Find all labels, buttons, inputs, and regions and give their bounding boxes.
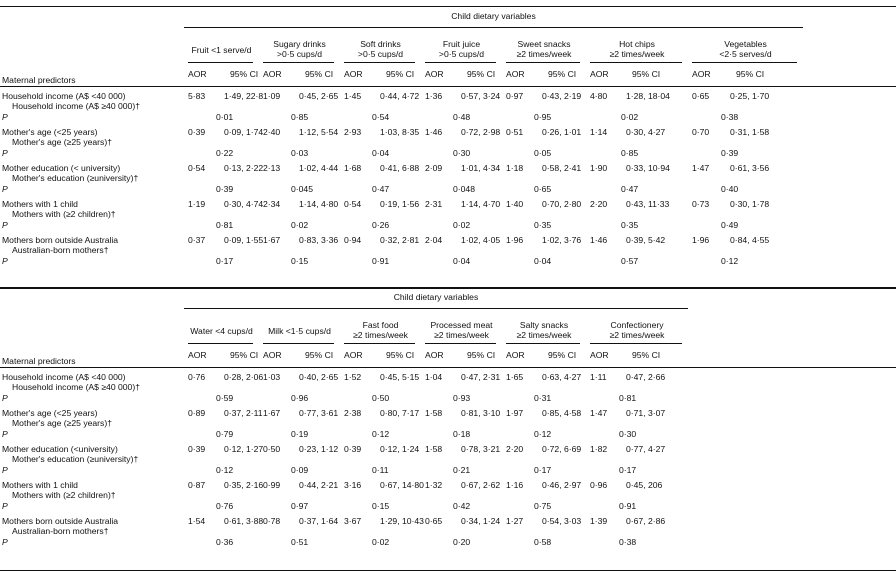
p-value: 0·17 — [619, 465, 637, 475]
group-header: Sweet snacks — [517, 39, 571, 49]
ci-header: 95% CI — [548, 350, 577, 360]
ci-header: 95% CI — [230, 350, 259, 360]
ci-value: 1·02, 4·44 — [299, 163, 339, 173]
p-label: P — [2, 537, 8, 547]
aor-value: 1·47 — [590, 408, 608, 418]
ci-value: 0·71, 3·07 — [626, 408, 666, 418]
aor-value: 0·39 — [344, 444, 362, 454]
predictor-label: Mothers born outside Australia — [2, 516, 119, 526]
aor-value: 1·14 — [590, 127, 608, 137]
group-header-sub: ≥2 times/week — [516, 49, 572, 59]
ci-value: 0·23, 1·12 — [299, 444, 339, 454]
ci-value: 0·78, 3·21 — [461, 444, 501, 454]
predictor-label: Mother education (< university) — [2, 163, 121, 173]
predictor-label: Mothers born outside Australia — [2, 235, 119, 245]
aor-value: 0·65 — [425, 516, 443, 526]
p-value: 0·01 — [216, 112, 234, 122]
aor-header: AOR — [506, 350, 525, 360]
p-value: 0·11 — [372, 465, 389, 475]
p-value: 0·22 — [216, 148, 234, 158]
ci-value: 0·26, 1·01 — [542, 127, 582, 137]
header-rule — [0, 367, 896, 368]
ci-value: 0·25, 1·70 — [730, 91, 770, 101]
p-value: 0·02 — [372, 537, 390, 547]
p-value: 0·09 — [291, 465, 309, 475]
group-header: Sugary drinks — [273, 39, 326, 49]
aor-header: AOR — [590, 69, 609, 79]
aor-header: AOR — [506, 69, 525, 79]
aor-value: 1·82 — [590, 444, 608, 454]
aor-value: 1·58 — [425, 444, 443, 454]
p-label: P — [2, 220, 8, 230]
table-1 — [0, 6, 896, 289]
group-header: Salty snacks — [519, 320, 569, 330]
aor-value: 1·19 — [188, 199, 206, 209]
p-value: 0·65 — [534, 184, 552, 194]
ci-value: 0·32, 2·81 — [380, 235, 420, 245]
aor-value: 1·36 — [425, 91, 443, 101]
group-header-sub: >0·5 cups/d — [357, 49, 404, 59]
ci-value: 0·70, 2·80 — [542, 199, 582, 209]
aor-header: AOR — [188, 69, 207, 79]
ci-value: 0·57, 3·24 — [461, 91, 501, 101]
ci-header: 95% CI — [632, 350, 661, 360]
p-value: 0·18 — [453, 429, 471, 439]
p-value: 0·19 — [291, 429, 309, 439]
p-value: 0·12 — [372, 429, 390, 439]
ci-value: 1·12, 5·54 — [299, 127, 339, 137]
group-rule — [425, 62, 496, 63]
p-value: 0·36 — [216, 537, 234, 547]
aor-value: 0·87 — [188, 480, 206, 490]
aor-header: AOR — [344, 350, 363, 360]
aor-value: 1·90 — [590, 163, 608, 173]
p-value: 0·79 — [216, 429, 234, 439]
p-value: 0·81 — [619, 393, 637, 403]
ci-value: 0·85, 4·58 — [542, 408, 582, 418]
ci-value: 0·67, 2·62 — [461, 480, 501, 490]
predictor-header: Maternal predictors — [2, 75, 76, 85]
aor-header: AOR — [188, 350, 207, 360]
predictor-header: Maternal predictors — [2, 356, 76, 366]
reference-label: Mother's education (≥university)† — [12, 454, 139, 464]
p-value: 0·04 — [453, 256, 471, 266]
ci-value: 0·44, 2·21 — [299, 480, 339, 490]
p-value: 0·30 — [453, 148, 471, 158]
predictor-label: Mothers with 1 child — [2, 199, 78, 209]
aor-value: 0·54 — [344, 199, 362, 209]
p-value: 0·50 — [372, 393, 390, 403]
spanner-title: Child dietary variables — [393, 292, 479, 302]
aor-header: AOR — [263, 69, 282, 79]
ci-value: 0·61, 3·88 — [224, 516, 264, 526]
ci-value: 0·35, 2·16 — [224, 480, 264, 490]
ci-value: 0·09, 1·74 — [224, 127, 264, 137]
aor-value: 1·52 — [344, 372, 362, 382]
aor-value: 2·38 — [344, 408, 362, 418]
aor-value: 1·11 — [590, 372, 607, 382]
ci-header: 95% CI — [736, 69, 765, 79]
predictor-label: Mother education (<university) — [2, 444, 118, 454]
table-top-rule — [0, 287, 896, 288]
p-value: 0·12 — [721, 256, 739, 266]
p-value: 0·48 — [453, 112, 471, 122]
aor-value: 0·39 — [188, 127, 206, 137]
group-rule — [188, 62, 253, 63]
p-value: 0·05 — [534, 148, 552, 158]
ci-value: 0·63, 4·27 — [542, 372, 582, 382]
aor-value: 1·67 — [263, 408, 281, 418]
aor-value: 1·58 — [425, 408, 443, 418]
p-value: 0·54 — [372, 112, 390, 122]
table-top-rule — [0, 6, 896, 7]
ci-header: 95% CI — [386, 350, 415, 360]
p-value: 0·30 — [619, 429, 637, 439]
p-value: 0·58 — [534, 537, 552, 547]
ci-value: 0·45, 2·65 — [299, 91, 339, 101]
aor-value: 0·70 — [692, 127, 710, 137]
group-rule — [263, 343, 334, 344]
p-value: 0·39 — [216, 184, 234, 194]
p-value: 0·49 — [721, 220, 739, 230]
ci-header: 95% CI — [467, 69, 496, 79]
aor-value: 0·51 — [506, 127, 524, 137]
header-rule — [0, 86, 896, 87]
reference-label: Australian-born mothers† — [12, 526, 109, 536]
aor-value: 2·09 — [425, 163, 443, 173]
spanner-title: Child dietary variables — [451, 11, 536, 21]
ci-value: 0·12, 1·24 — [380, 444, 420, 454]
ci-value: 0·81, 3·10 — [461, 408, 501, 418]
aor-value: 0·76 — [188, 372, 206, 382]
p-value: 0·59 — [216, 393, 234, 403]
aor-header: AOR — [590, 350, 609, 360]
aor-value: 2·40 — [263, 127, 281, 137]
ci-value: 0·12, 1·27 — [224, 444, 264, 454]
aor-value: 0·78 — [263, 516, 281, 526]
aor-value: 5·83 — [188, 91, 206, 101]
ci-value: 0·58, 2·41 — [542, 163, 582, 173]
group-header-sub: ≥2 times/week — [609, 330, 665, 340]
aor-value: 4·80 — [590, 91, 608, 101]
aor-value: 1·65 — [506, 372, 524, 382]
p-label: P — [2, 148, 8, 158]
aor-value: 0·37 — [188, 235, 206, 245]
aor-header: AOR — [425, 69, 444, 79]
ci-value: 0·67, 14·80 — [380, 480, 424, 490]
ci-value: 0·72, 2·98 — [461, 127, 501, 137]
p-value: 0·02 — [291, 220, 309, 230]
p-value: 0·47 — [372, 184, 390, 194]
aor-value: 1·46 — [590, 235, 608, 245]
aor-value: 1·97 — [506, 408, 524, 418]
group-header: Soft drinks — [360, 39, 401, 49]
group-header: Fruit <1 serve/d — [191, 45, 252, 55]
p-value: 0·51 — [291, 537, 309, 547]
ci-value: 0·77, 4·27 — [626, 444, 666, 454]
p-value: 0·35 — [534, 220, 552, 230]
ci-value: 0·39, 5·42 — [626, 235, 666, 245]
group-rule — [590, 343, 682, 344]
p-value: 0·04 — [372, 148, 390, 158]
ci-value: 0·34, 1·24 — [461, 516, 501, 526]
aor-value: 0·50 — [263, 444, 281, 454]
ci-value: 0·80, 7·17 — [380, 408, 420, 418]
aor-value: 1·40 — [506, 199, 524, 209]
aor-value: 0·39 — [188, 444, 206, 454]
ci-value: 0·54, 3·03 — [542, 516, 582, 526]
aor-value: 1·54 — [188, 516, 206, 526]
p-value: 0·57 — [621, 256, 639, 266]
group-header: Processed meat — [430, 320, 493, 330]
ci-value: 1·49, 22·8 — [224, 91, 264, 101]
aor-value: 1·32 — [425, 480, 443, 490]
aor-value: 1·68 — [344, 163, 362, 173]
p-value: 0·31 — [534, 393, 552, 403]
spanner-rule — [184, 308, 688, 309]
ci-value: 0·47, 2·31 — [461, 372, 501, 382]
ci-value: 0·33, 10·94 — [626, 163, 670, 173]
group-rule — [344, 343, 415, 344]
p-value: 0·26 — [372, 220, 390, 230]
aor-value: 0·54 — [188, 163, 206, 173]
aor-value: 2·93 — [344, 127, 362, 137]
group-rule — [188, 343, 253, 344]
ci-header: 95% CI — [386, 69, 415, 79]
predictor-label: Household income (A$ <40 000) — [2, 372, 126, 382]
p-value: 0·12 — [534, 429, 552, 439]
p-label: P — [2, 112, 8, 122]
group-header: Hot chips — [619, 39, 655, 49]
p-value: 0·40 — [721, 184, 739, 194]
p-label: P — [2, 393, 8, 403]
ci-value: 0·40, 2·65 — [299, 372, 339, 382]
ci-value: 0·41, 6·88 — [380, 163, 420, 173]
predictor-label: Mother's age (<25 years) — [2, 408, 98, 418]
p-value: 0·76 — [216, 501, 234, 511]
aor-value: 1·45 — [344, 91, 362, 101]
group-rule — [692, 62, 797, 63]
p-value: 0·38 — [619, 537, 637, 547]
group-rule — [506, 343, 580, 344]
ci-value: 0·28, 2·06 — [224, 372, 264, 382]
group-header: Fast food — [362, 320, 399, 330]
aor-value: 1·47 — [692, 163, 710, 173]
p-value: 0·15 — [372, 501, 390, 511]
ci-header: 95% CI — [230, 69, 259, 79]
reference-label: Mothers with (≥2 children)† — [12, 209, 116, 219]
p-label: P — [2, 429, 8, 439]
aor-value: 0·89 — [188, 408, 206, 418]
ci-value: 0·45, 206 — [626, 480, 663, 490]
ci-header: 95% CI — [305, 69, 334, 79]
table-2 — [0, 287, 896, 570]
ci-header: 95% CI — [467, 350, 496, 360]
p-value: 0·12 — [216, 465, 234, 475]
p-value: 0·91 — [619, 501, 637, 511]
p-value: 0·21 — [453, 465, 471, 475]
predictor-label: Household income (A$ <40 000) — [2, 91, 126, 101]
ci-value: 0·37, 1·64 — [299, 516, 339, 526]
aor-value: 3·67 — [344, 516, 362, 526]
p-value: 0·35 — [621, 220, 639, 230]
p-value: 0·048 — [453, 184, 475, 194]
group-header: Milk <1·5 cups/d — [268, 326, 331, 336]
ci-value: 0·43, 11·33 — [626, 199, 670, 209]
aor-value: 0·65 — [692, 91, 710, 101]
aor-value: 2·20 — [506, 444, 524, 454]
ci-value: 1·14, 4·80 — [299, 199, 339, 209]
group-header-sub: ≥2 times/week — [353, 330, 408, 340]
spanner-rule — [184, 27, 803, 28]
ci-value: 1·14, 4·70 — [461, 199, 501, 209]
p-value: 0·04 — [534, 256, 552, 266]
ci-value: 1·01, 4·34 — [461, 163, 501, 173]
ci-value: 0·67, 2·86 — [626, 516, 666, 526]
group-rule — [263, 62, 334, 63]
ci-value: 1·29, 10·43 — [380, 516, 424, 526]
ci-header: 95% CI — [632, 69, 661, 79]
p-value: 0·045 — [291, 184, 313, 194]
ci-value: 0·30, 1·78 — [730, 199, 770, 209]
aor-value: 1·67 — [263, 235, 281, 245]
aor-value: 2·20 — [590, 199, 608, 209]
aor-value: 2·31 — [425, 199, 443, 209]
ci-value: 0·30, 4·27 — [626, 127, 666, 137]
aor-value: 1·46 — [425, 127, 443, 137]
aor-value: 0·94 — [344, 235, 362, 245]
aor-value: 0·96 — [590, 480, 608, 490]
p-value: 0·02 — [621, 112, 639, 122]
ci-value: 0·37, 2·11 — [224, 408, 263, 418]
p-value: 0·85 — [621, 148, 639, 158]
p-value: 0·47 — [621, 184, 639, 194]
p-label: P — [2, 501, 8, 511]
reference-label: Household income (A$ ≥40 000)† — [12, 101, 140, 111]
p-value: 0·17 — [216, 256, 234, 266]
ci-value: 0·09, 1·55 — [224, 235, 264, 245]
p-value: 0·38 — [721, 112, 739, 122]
reference-label: Mother's education (≥university)† — [12, 173, 139, 183]
reference-label: Mother's age (≥25 years)† — [12, 418, 112, 428]
ci-value: 0·72, 6·69 — [542, 444, 582, 454]
p-value: 0·93 — [453, 393, 471, 403]
group-header: Fruit juice — [442, 39, 481, 49]
group-rule — [590, 62, 682, 63]
ci-value: 0·44, 4·72 — [380, 91, 420, 101]
p-value: 0·95 — [534, 112, 552, 122]
group-header-sub: <2·5 serves/d — [719, 49, 772, 59]
ci-value: 0·45, 5·15 — [380, 372, 420, 382]
p-value: 0·81 — [216, 220, 234, 230]
p-value: 0·75 — [534, 501, 552, 511]
group-rule — [425, 343, 496, 344]
aor-value: 2·13 — [263, 163, 281, 173]
aor-header: AOR — [425, 350, 444, 360]
ci-value: 0·46, 2·97 — [542, 480, 582, 490]
predictor-label: Mother's age (<25 years) — [2, 127, 98, 137]
aor-header: AOR — [692, 69, 711, 79]
ci-value: 0·31, 1·58 — [730, 127, 770, 137]
ci-value: 0·19, 1·56 — [380, 199, 420, 209]
aor-value: 0·97 — [506, 91, 524, 101]
group-header-sub: >0·5 cups/d — [438, 49, 485, 59]
aor-header: AOR — [344, 69, 363, 79]
p-value: 0·02 — [453, 220, 471, 230]
group-header: Confectionery — [610, 320, 664, 330]
group-rule — [506, 62, 580, 63]
p-value: 0·91 — [372, 256, 390, 266]
aor-value: 1·03 — [263, 372, 281, 382]
p-label: P — [2, 465, 8, 475]
group-header: Vegetables — [724, 39, 767, 49]
p-value: 0·17 — [534, 465, 552, 475]
ci-value: 0·30, 4·74 — [224, 199, 264, 209]
p-value: 0·39 — [721, 148, 739, 158]
p-label: P — [2, 184, 8, 194]
aor-value: 2·04 — [425, 235, 443, 245]
aor-value: 1·18 — [506, 163, 524, 173]
p-value: 0·20 — [453, 537, 471, 547]
ci-value: 0·61, 3·56 — [730, 163, 770, 173]
group-header-sub: ≥2 times/week — [434, 330, 489, 340]
aor-header: AOR — [263, 350, 282, 360]
group-header-sub: ≥2 times/week — [516, 330, 572, 340]
ci-value: 0·43, 2·19 — [542, 91, 582, 101]
aor-value: 3·16 — [344, 480, 362, 490]
group-header-sub: >0·5 cups/d — [276, 49, 323, 59]
aor-value: 1·16 — [506, 480, 524, 490]
p-value: 0·42 — [453, 501, 471, 511]
p-value: 0·15 — [291, 256, 309, 266]
ci-value: 0·13, 2·22 — [224, 163, 264, 173]
ci-value: 0·77, 3·61 — [299, 408, 339, 418]
reference-label: Household income (A$ ≥40 000)† — [12, 382, 140, 392]
ci-value: 1·02, 3·76 — [542, 235, 582, 245]
ci-header: 95% CI — [305, 350, 334, 360]
p-value: 0·97 — [291, 501, 309, 511]
p-value: 0·85 — [291, 112, 309, 122]
ci-value: 1·03, 8·35 — [380, 127, 420, 137]
aor-value: 1·96 — [692, 235, 710, 245]
aor-value: 0·99 — [263, 480, 281, 490]
p-value: 0·96 — [291, 393, 309, 403]
aor-value: 1·39 — [590, 516, 608, 526]
aor-value: 1·27 — [506, 516, 524, 526]
ci-value: 1·28, 18·04 — [626, 91, 670, 101]
ci-value: 1·02, 4·05 — [461, 235, 501, 245]
aor-value: 1·96 — [506, 235, 524, 245]
reference-label: Australian-born mothers† — [12, 245, 109, 255]
ci-value: 0·84, 4·55 — [730, 235, 770, 245]
group-header: Water <4 cups/d — [190, 326, 253, 336]
ci-value: 0·47, 2·66 — [626, 372, 666, 382]
aor-value: 1·09 — [263, 91, 281, 101]
ci-header: 95% CI — [548, 69, 577, 79]
aor-value: 0·73 — [692, 199, 710, 209]
ci-value: 0·83, 3·36 — [299, 235, 339, 245]
p-value: 0·03 — [291, 148, 309, 158]
group-rule — [344, 62, 415, 63]
aor-value: 1·04 — [425, 372, 443, 382]
group-header-sub: ≥2 times/week — [609, 49, 665, 59]
reference-label: Mothers with (≥2 children)† — [12, 490, 116, 500]
p-label: P — [2, 256, 8, 266]
aor-value: 2·34 — [263, 199, 281, 209]
reference-label: Mother's age (≥25 years)† — [12, 137, 112, 147]
predictor-label: Mothers with 1 child — [2, 480, 78, 490]
